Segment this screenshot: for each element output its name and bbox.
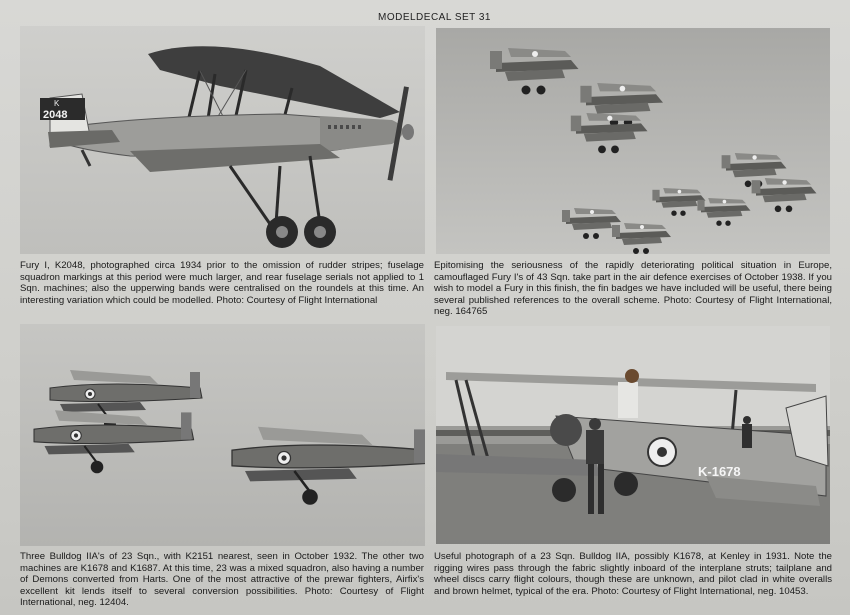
bulldog-fuselage-serial: K-1678 (698, 464, 741, 479)
fury-biplane-illustration (20, 26, 425, 254)
caption-bulldogs-23-sqn: Three Bulldog IIA's of 23 Sqn., with K2151 nearest, seen in October 1932. The other two machines are K1678 and K1687. At this time, 23 was a mixed squadron, also having a number of Demons converted from Harts. One of the most attractive of the prewar fighters, Airfix's excellent kit lends itself to several conversion possibilities. Photo: Courtesy of Flight International, neg. 12404. (20, 551, 424, 609)
bulldog-ground-illustration (436, 326, 830, 544)
bulldogs-illustration (20, 324, 425, 546)
caption-fury-k2048: Fury I, K2048, photographed circa 1934 prior to the omission of rudder stripes; fuselage squadron markings at this period were much larger, and rear fuselage serials not applied to 1 Sqn. machines; also the upperwing bands were centralised on the roundels at this time. An interesting variation which could be modelled. Photo: Courtesy of Flight International (20, 260, 424, 306)
caption-fury-formation: Epitomising the seriousness of the rapidly deteriorating political situation in Europe, camouflaged Fury I's of 43 Sqn. take part in the air defence exercises of October 1938. If you wish to model a Fury in this finish, the fin badges we have included will be useful, there being several published references to the overall scheme. Photo: Courtesy of Flight International, neg. 164765 (434, 260, 832, 318)
photo-fury-k2048 (20, 26, 425, 254)
photo-fury-formation-43-sqn (436, 28, 830, 254)
photo-bulldogs-23-sqn (20, 324, 425, 546)
fury-tail-serial-number: 2048 (43, 109, 68, 121)
page-header: MODELDECAL SET 31 (378, 12, 491, 23)
fury-tail-serial-letter: K (54, 99, 60, 108)
photo-bulldog-k1678-kenley (436, 326, 830, 544)
caption-bulldog-k1678: Useful photograph of a 23 Sqn. Bulldog IIA, possibly K1678, at Kenley in 1931. Note the rigging wires pass through the fabric slightly inboard of the interplane struts; tailplane and wheel discs carry flight colours, though these are unknown, and pilot clad in white overalls and brown helmet, typical of the era. Photo: Courtesy of Flight International, neg. 10453. (434, 551, 832, 597)
formation-illustration (436, 28, 830, 254)
